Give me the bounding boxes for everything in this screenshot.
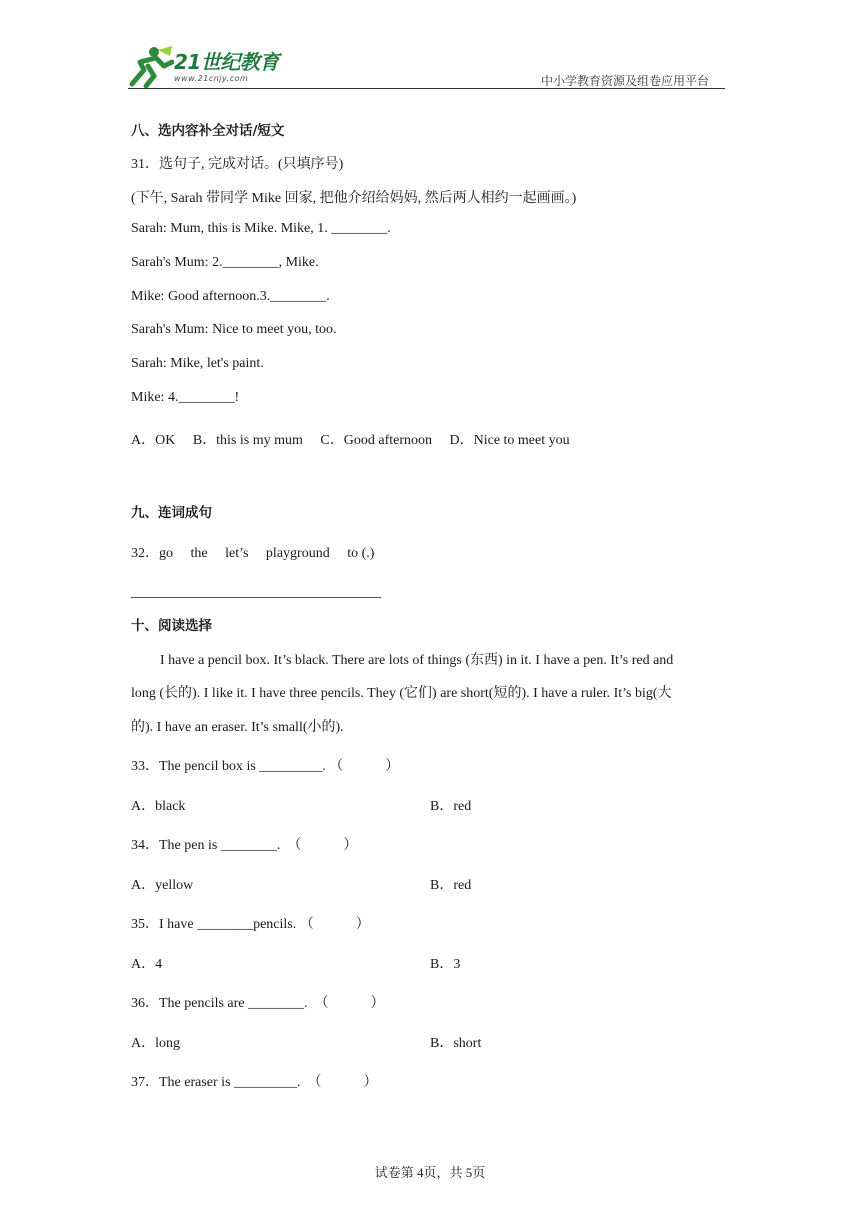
dialogue-line: Sarah: Mike, let's paint. (131, 356, 264, 371)
header-tagline: 中小学教育资源及组卷应用平台 (541, 74, 710, 88)
dialogue-line: Sarah's Mum: Nice to meet you, too. (131, 322, 337, 337)
q32-words: 32．go the let’s playground to (.) (131, 546, 375, 561)
q31-title: 31．选句子, 完成对话。(只填序号) (131, 157, 344, 172)
page-footer: 试卷第 4页，共 5页 (374, 1165, 486, 1180)
q34-question: 34．The pen is ________. （ ） (131, 838, 358, 853)
q33-question: 33．The pencil box is _________. （ ） (131, 759, 400, 774)
logo-url: www.21cnjy.com (174, 74, 249, 83)
dialogue-line: Mike: 4.________! (131, 390, 240, 405)
dialogue-line: Sarah's Mum: 2.________, Mike. (131, 255, 319, 270)
q31-intro: (下午, Sarah 带同学 Mike 回家, 把他介绍给妈妈, 然后两人相约一起画画。) (131, 191, 577, 206)
section9-heading: 九、连词成句 (131, 505, 212, 521)
q37-question: 37．The eraser is _________. （ ） (131, 1075, 378, 1090)
dialogue-line: Mike: Good afternoon.3.________. (131, 289, 330, 304)
q31-options: A．OK B．this is my mum C．Good afternoon D．Nice to meet you (131, 433, 570, 448)
passage-line: long (长的). I like it. I have three pencils. They (它们) are short(短的). I have a ruler. It’s big(大 (131, 686, 672, 701)
q34-option-a[interactable]: A．yellow (131, 878, 194, 893)
passage-line: I have a pencil box. It’s black. There are lots of things (东西) in it. I have a pen. It’s red and (160, 653, 674, 668)
passage-line: 的). I have an eraser. It’s small(小的). (131, 720, 344, 735)
dialogue-line: Sarah: Mum, this is Mike. Mike, 1. ________. (131, 221, 391, 236)
q35-question: 35．I have ________pencils. （ ） (131, 917, 370, 932)
q36-option-b[interactable]: B．short (430, 1036, 482, 1051)
section10-heading: 十、阅读选择 (131, 618, 212, 634)
q33-option-b[interactable]: B．red (430, 799, 472, 814)
header-divider (128, 88, 725, 89)
q32-answer-line[interactable] (131, 597, 381, 598)
q34-option-b[interactable]: B．red (430, 878, 472, 893)
site-logo (126, 44, 286, 90)
section8-heading: 八、选内容补全对话/短文 (131, 123, 285, 139)
q33-option-a[interactable]: A．black (131, 799, 186, 814)
runner-icon (126, 44, 174, 88)
q35-option-b[interactable]: B．3 (430, 957, 461, 972)
logo-text: 21世纪教育 (174, 50, 279, 74)
q36-question: 36．The pencils are ________. （ ） (131, 996, 385, 1011)
q35-option-a[interactable]: A．4 (131, 957, 163, 972)
q36-option-a[interactable]: A．long (131, 1036, 180, 1051)
